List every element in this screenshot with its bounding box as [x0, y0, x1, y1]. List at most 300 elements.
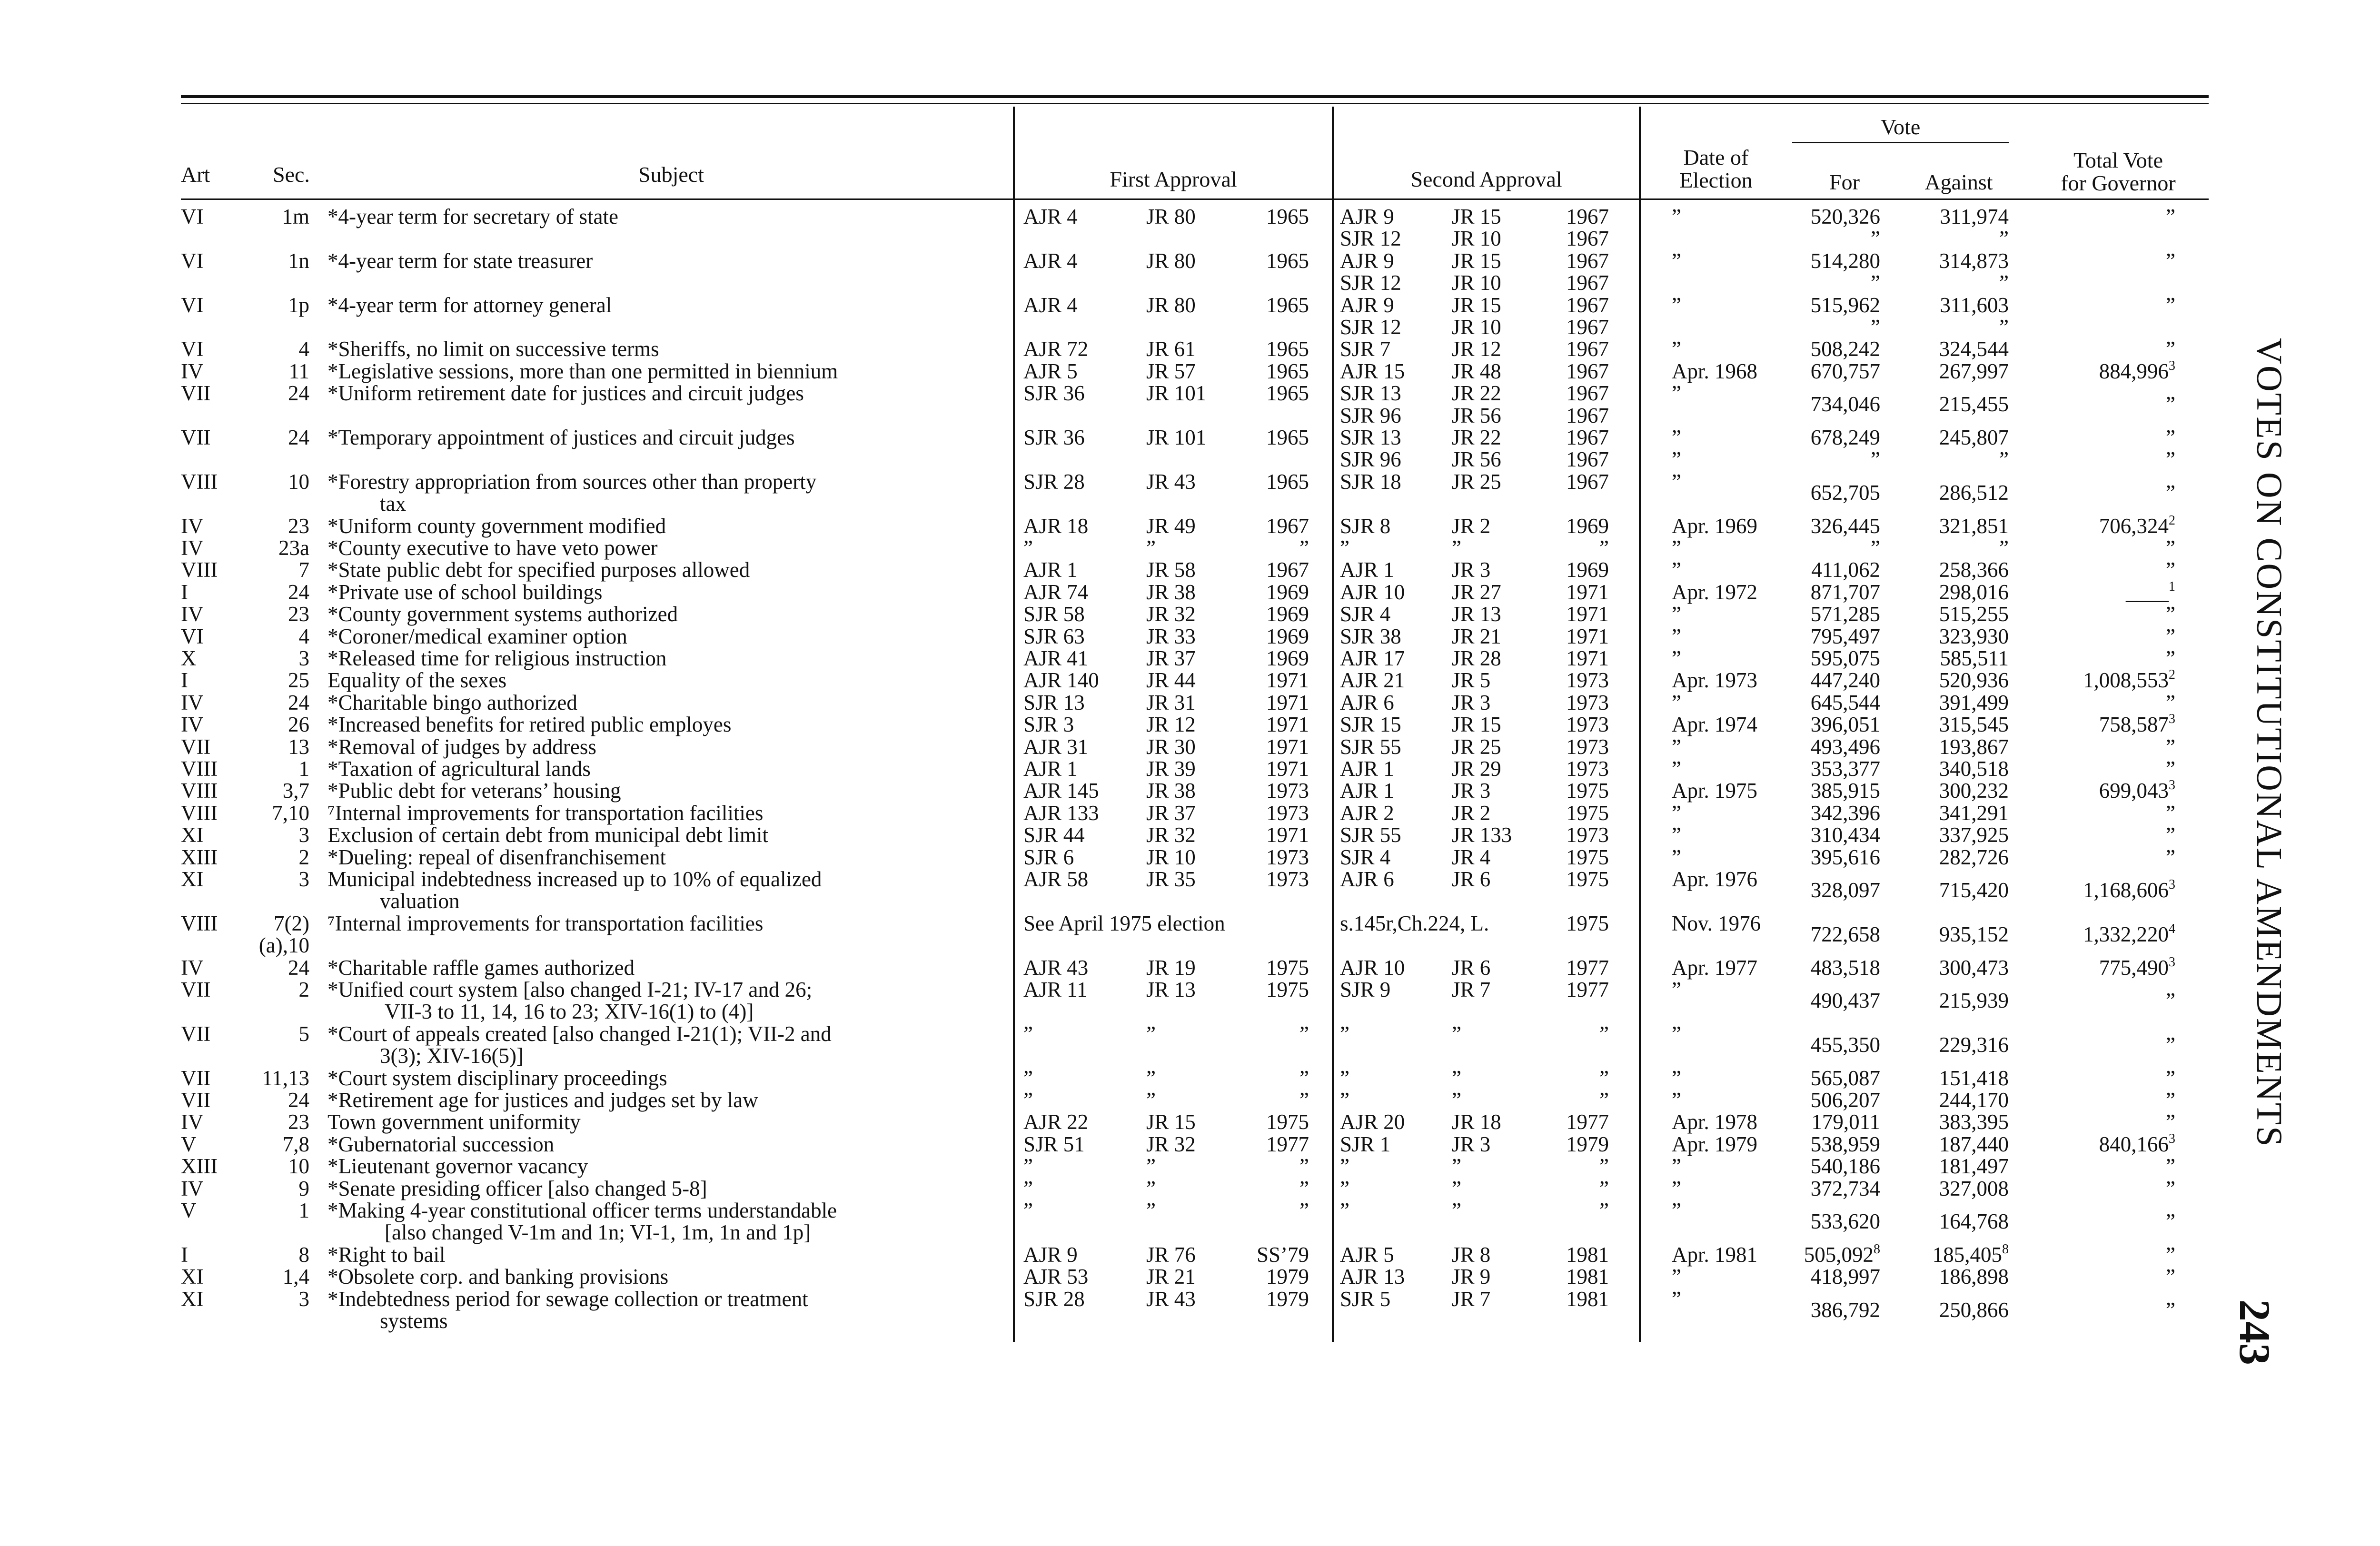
cell-total-vote: 775,490$^3$ [2099, 954, 2175, 980]
cell-subject: ⁷Internal improvements for transportation facilities [327, 911, 764, 935]
cell-second-approval-year: 1967 [1566, 271, 1609, 295]
cell-total-vote: ” [2166, 1209, 2175, 1234]
cell-second-approval-resolution: SJR 7 [1340, 337, 1391, 361]
cell-vote-against: 321,851 [1939, 514, 2009, 538]
cell-first-approval-jr: JR 39 [1146, 757, 1196, 781]
cell-first-approval-resolution: AJR 1 [1023, 558, 1078, 582]
cell-total-vote: ” [2166, 845, 2175, 869]
cell-total-vote: 840,166$^3$ [2099, 1131, 2175, 1156]
cell-second-approval-resolution: AJR 1 [1340, 558, 1394, 582]
cell-second-approval-jr: JR 56 [1452, 403, 1501, 427]
cell-second-approval-resolution: SJR 13 [1340, 426, 1401, 449]
cell-first-approval-jr: JR 19 [1146, 955, 1196, 980]
cell-total-vote: ” [2166, 801, 2175, 825]
cell-total-vote: ” [2166, 558, 2175, 582]
cell-vote-for: 571,285 [1810, 602, 1880, 626]
cell-art: VI [181, 248, 204, 273]
cell-election-date: ” [1672, 558, 1681, 582]
cell-sec: 2 [298, 978, 309, 1001]
cell-vote-against: 323,930 [1939, 624, 2009, 648]
cell-subject: *Charitable raffle games authorized [327, 955, 635, 980]
cell-vote-for: 353,377 [1810, 757, 1880, 781]
cell-second-approval-year: 1973 [1566, 757, 1609, 781]
cell-second-approval-resolution: AJR 10 [1340, 955, 1405, 980]
cell-first-approval-year: 1965 [1266, 205, 1309, 228]
cell-total-vote: 1,008,553$^2$ [2083, 667, 2175, 693]
cell-vote-for: ” [1871, 315, 1880, 339]
cell-election-date: ” [1672, 1066, 1681, 1090]
cell-first-approval-year: 1971 [1266, 668, 1309, 693]
cell-election-date: ” [1672, 801, 1681, 825]
cell-second-approval-year: 1977 [1566, 1110, 1609, 1134]
cell-election-date: ” [1672, 646, 1681, 670]
cell-first-approval-year: 1969 [1266, 602, 1309, 626]
cell-second-approval-jr: JR 10 [1452, 227, 1501, 251]
cell-second-approval-jr: JR 6 [1452, 867, 1491, 891]
cell-vote-against: 151,418 [1939, 1066, 2009, 1090]
cell-total-vote: ” [2166, 757, 2175, 781]
cell-sec: 7,8 [282, 1132, 309, 1156]
cell-subject: *Dueling: repeal of disenfranchisement [327, 845, 666, 869]
cell-subject: *Coroner/medical examiner option [327, 624, 627, 648]
cell-first-approval-year: 1965 [1266, 359, 1309, 383]
cell-art: IV [181, 536, 204, 560]
cell-art: VII [181, 426, 211, 449]
cell-second-approval-jr: ” [1452, 1066, 1461, 1090]
cell-vote-against: 383,395 [1939, 1110, 2009, 1134]
cell-vote-against: ” [1999, 536, 2009, 560]
cell-first-approval-year: ” [1299, 536, 1309, 560]
cell-art: VI [181, 624, 204, 648]
cell-second-approval-year: 1967 [1566, 381, 1609, 406]
cell-total-vote: ” [2166, 426, 2175, 449]
cell-first-approval-jr: JR 32 [1146, 602, 1196, 626]
cell-sec: 23 [288, 602, 309, 626]
cell-total-vote: ” [2166, 1110, 2175, 1134]
cell-election-date: ” [1672, 381, 1681, 406]
cell-election-date: ” [1672, 293, 1681, 317]
cell-sec: 24 [288, 1088, 309, 1112]
cell-vote-against: 244,170 [1939, 1088, 2009, 1112]
cell-first-approval-resolution: SJR 58 [1023, 602, 1085, 626]
cell-first-approval-resolution: AJR 145 [1023, 779, 1099, 803]
cell-election-date: ” [1672, 602, 1681, 626]
cell-vote-for: 385,915 [1810, 779, 1880, 803]
cell-first-approval-jr: JR 38 [1146, 580, 1196, 604]
cell-first-approval-jr: JR 37 [1146, 646, 1196, 670]
cell-first-approval-year: 1967 [1266, 558, 1309, 582]
cell-sec: 1p [288, 293, 309, 317]
cell-second-approval-resolution: SJR 15 [1340, 713, 1401, 737]
cell-subject: *Gubernatorial succession [327, 1132, 555, 1156]
cell-second-approval-resolution: SJR 4 [1340, 602, 1391, 626]
cell-art: VIII [181, 911, 218, 935]
cell-subject: *Retirement age for justices and judges set by law [327, 1088, 758, 1112]
cell-first-approval-resolution: AJR 4 [1023, 248, 1078, 273]
cell-second-approval-resolution: SJR 18 [1340, 469, 1401, 494]
cell-election-date: ” [1672, 1021, 1681, 1046]
cell-sec: 3,7 [282, 779, 309, 803]
cell-second-approval-resolution: AJR 6 [1340, 867, 1394, 891]
cell-first-approval-year: 1965 [1266, 469, 1309, 494]
cell-first-approval-jr: JR 43 [1146, 469, 1196, 494]
cell-second-approval-resolution: AJR 13 [1340, 1265, 1405, 1289]
cell-second-approval-resolution: SJR 96 [1340, 403, 1401, 427]
cell-subject: *Uniform county government modified [327, 514, 666, 538]
header-art: Art [181, 162, 210, 187]
cell-sec: 1,4 [282, 1265, 309, 1289]
cell-second-approval-year: 1977 [1566, 978, 1609, 1001]
cell-vote-against: 187,440 [1939, 1132, 2009, 1156]
cell-art: VII [181, 1021, 211, 1046]
cell-first-approval-year: ” [1299, 1088, 1309, 1112]
cell-second-approval-year: 1971 [1566, 602, 1609, 626]
cell-second-approval-year: 1975 [1566, 911, 1609, 935]
cell-first-approval-year: 1969 [1266, 580, 1309, 604]
cell-subject: Town government uniformity [327, 1110, 581, 1134]
date-divider [1639, 107, 1641, 1342]
cell-second-approval-year: ” [1599, 1088, 1609, 1112]
cell-total-vote: ” [2166, 481, 2175, 505]
top-double-rule [181, 95, 2209, 98]
cell-first-approval-jr: JR 30 [1146, 734, 1196, 759]
cell-subject: *Legislative sessions, more than one permitted in biennium [327, 359, 838, 383]
cell-second-approval-jr: JR 133 [1452, 823, 1512, 847]
cell-second-approval-year: 1967 [1566, 426, 1609, 449]
cell-first-approval-year: 1973 [1266, 779, 1309, 803]
cell-sec: 4 [298, 337, 309, 361]
cell-election-date: Apr. 1977 [1672, 955, 1757, 980]
cell-subject: *Uniform retirement date for justices and circuit judges [327, 381, 804, 406]
header-for: For [1829, 170, 1860, 194]
cell-second-approval-resolution: SJR 38 [1340, 624, 1401, 648]
cell-election-date: Apr. 1981 [1672, 1242, 1757, 1267]
cell-sec: 1 [298, 1199, 309, 1222]
cell-second-approval-jr: JR 3 [1452, 558, 1491, 582]
cell-second-approval-jr: JR 3 [1452, 779, 1491, 803]
cell-second-approval-year: 1971 [1566, 646, 1609, 670]
cell-first-approval-year: 1975 [1266, 955, 1309, 980]
cell-second-approval-jr: JR 25 [1452, 469, 1501, 494]
cell-vote-against: 215,939 [1939, 989, 2009, 1013]
cell-art: VII [181, 1066, 211, 1090]
cell-first-approval-resolution: AJR 11 [1023, 978, 1088, 1001]
cell-total-vote: ” [2166, 1066, 2175, 1090]
cell-subject: valuation [380, 889, 460, 913]
cell-first-approval-resolution: AJR 1 [1023, 757, 1078, 781]
cell-subject: *Removal of judges by address [327, 734, 596, 759]
cell-second-approval-jr: ” [1452, 1199, 1461, 1222]
cell-total-vote: ” [2166, 1088, 2175, 1112]
cell-total-vote: 1,168,606$^3$ [2083, 877, 2175, 902]
cell-sec: 26 [288, 713, 309, 737]
cell-total-vote: ” [2166, 337, 2175, 361]
cell-election-date: Apr. 1968 [1672, 359, 1757, 383]
cell-subject: *Public debt for veterans’ housing [327, 779, 621, 803]
cell-election-date: ” [1672, 1176, 1681, 1200]
cell-first-approval-jr: JR 32 [1146, 823, 1196, 847]
cell-second-approval-year: 1967 [1566, 359, 1609, 383]
cell-second-approval-year: 1967 [1566, 337, 1609, 361]
cell-second-approval-resolution: SJR 55 [1340, 823, 1401, 847]
cell-election-date: ” [1672, 248, 1681, 273]
cell-vote-for: 538,959 [1810, 1132, 1880, 1156]
cell-second-approval-jr: JR 48 [1452, 359, 1501, 383]
cell-subject: *Lieutenant governor vacancy [327, 1154, 588, 1179]
cell-sec: 24 [288, 426, 309, 449]
cell-election-date: Apr. 1973 [1672, 668, 1757, 693]
cell-subject: *Court system disciplinary proceedings [327, 1066, 667, 1090]
cell-subject: *4-year term for attorney general [327, 293, 612, 317]
cell-art: V [181, 1199, 197, 1222]
cell-vote-against: 267,997 [1939, 359, 2009, 383]
cell-second-approval-resolution: AJR 20 [1340, 1110, 1405, 1134]
cell-vote-against: 245,807 [1939, 426, 2009, 449]
cell-first-approval-year: 1971 [1266, 690, 1309, 714]
cell-vote-for: 565,087 [1810, 1066, 1880, 1090]
cell-total-vote: ” [2166, 823, 2175, 847]
cell-second-approval-resolution: ” [1340, 1088, 1349, 1112]
cell-second-approval-jr: JR 6 [1452, 955, 1491, 980]
cell-vote-against: ” [1999, 447, 2009, 472]
cell-second-approval-jr: JR 10 [1452, 271, 1501, 295]
side-title: VOTES ON CONSTITUTIONAL AMENDMENTS [2249, 338, 2289, 1148]
cell-first-approval-year: 1965 [1266, 248, 1309, 273]
cell-vote-against: 324,544 [1939, 337, 2009, 361]
cell-vote-against: 286,512 [1939, 481, 2009, 505]
cell-second-approval-jr: JR 22 [1452, 426, 1501, 449]
cell-second-approval-resolution: AJR 10 [1340, 580, 1405, 604]
cell-election-date: ” [1672, 1088, 1681, 1112]
cell-election-date: ” [1672, 1199, 1681, 1222]
cell-art: VII [181, 381, 211, 406]
cell-first-approval-resolution: AJR 5 [1023, 359, 1078, 383]
cell-election-date: Apr. 1975 [1672, 779, 1757, 803]
cell-vote-against: 311,603 [1940, 293, 2009, 317]
cell-first-approval-jr: JR 49 [1146, 514, 1196, 538]
cell-sec: 7(2) [274, 911, 309, 935]
cell-second-approval-resolution: ” [1340, 1066, 1349, 1090]
cell-second-approval-jr: JR 4 [1452, 845, 1491, 869]
cell-subject: Municipal indebtedness increased up to 10% of equalized [327, 867, 822, 891]
cell-second-approval-jr: ” [1452, 1021, 1461, 1046]
cell-first-approval-resolution: AJR 140 [1023, 668, 1099, 693]
cell-total-vote: ” [2166, 1242, 2175, 1267]
cell-vote-for: 179,011 [1811, 1110, 1880, 1134]
cell-art: IV [181, 514, 204, 538]
cell-vote-against: 311,974 [1940, 205, 2009, 228]
cell-vote-for: 670,757 [1810, 359, 1880, 383]
cell-vote-against: 935,152 [1939, 922, 2009, 946]
cell-art: IV [181, 1176, 204, 1200]
cell-election-date: ” [1672, 845, 1681, 869]
cell-first-approval-jr: JR 33 [1146, 624, 1196, 648]
cell-vote-for: 447,240 [1810, 668, 1880, 693]
cell-second-approval-jr: JR 15 [1452, 248, 1501, 273]
cell-vote-against: 298,016 [1939, 580, 2009, 604]
cell-first-approval-jr: ” [1146, 1088, 1156, 1112]
cell-first-approval-jr: JR 37 [1146, 801, 1196, 825]
cell-subject: *County government systems authorized [327, 602, 678, 626]
cell-subject: *County executive to have veto power [327, 536, 658, 560]
cell-subject: *Right to bail [327, 1242, 446, 1267]
cell-second-approval-year: 1975 [1566, 801, 1609, 825]
header-against: Against [1924, 170, 1993, 194]
cell-second-approval-jr: JR 7 [1452, 978, 1491, 1001]
header-total-vote-2: for Governor [2061, 171, 2176, 195]
cell-second-approval-jr: JR 3 [1452, 690, 1491, 714]
cell-first-approval-resolution: AJR 53 [1023, 1265, 1089, 1289]
cell-second-approval-resolution: SJR 9 [1340, 978, 1391, 1001]
cell-first-approval-resolution: AJR 18 [1023, 514, 1089, 538]
cell-second-approval-resolution: ” [1340, 1154, 1349, 1179]
cell-sec: 4 [298, 624, 309, 648]
cell-second-approval-year: 1973 [1566, 690, 1609, 714]
cell-first-approval-jr: ” [1146, 1176, 1156, 1200]
cell-first-approval-year: 1969 [1266, 646, 1309, 670]
cell-second-approval-resolution: AJR 6 [1340, 690, 1394, 714]
cell-second-approval-jr: JR 22 [1452, 381, 1501, 406]
cell-election-date: ” [1672, 337, 1681, 361]
cell-vote-against: 300,473 [1939, 955, 2009, 980]
cell-vote-against: 164,768 [1939, 1209, 2009, 1234]
cell-election-date: ” [1672, 426, 1681, 449]
cell-second-approval-year: 1979 [1566, 1132, 1609, 1156]
cell-second-approval-year: ” [1599, 536, 1609, 560]
cell-sec: 7 [298, 558, 309, 582]
cell-vote-against: 515,255 [1939, 602, 2009, 626]
cell-second-approval-jr: JR 56 [1452, 447, 1501, 472]
cell-sec: 3 [298, 1287, 309, 1311]
cell-second-approval-year: 1971 [1566, 580, 1609, 604]
cell-first-approval-resolution: ” [1023, 1088, 1033, 1112]
cell-art: VII [181, 734, 211, 759]
cell-election-date: Apr. 1969 [1672, 514, 1757, 538]
cell-total-vote: 884,996$^3$ [2099, 358, 2175, 383]
cell-election-date: ” [1672, 734, 1681, 759]
cell-election-date: ” [1672, 823, 1681, 847]
cell-total-vote: ” [2166, 989, 2175, 1013]
cell-second-approval-jr: JR 12 [1452, 337, 1501, 361]
cell-first-approval-resolution: SJR 36 [1023, 426, 1085, 449]
cell-total-vote: ” [2166, 293, 2175, 317]
cell-subject: *Temporary appointment of justices and circuit judges [327, 426, 795, 449]
cell-vote-for: 506,207 [1810, 1088, 1880, 1112]
cell-vote-for: 595,075 [1810, 646, 1880, 670]
cell-second-approval-resolution: SJR 12 [1340, 271, 1401, 295]
cell-sec: 25 [288, 668, 309, 693]
cell-art: IV [181, 713, 204, 737]
cell-art: XIII [181, 845, 218, 869]
cell-vote-for: 386,792 [1810, 1298, 1880, 1322]
cell-first-approval-resolution: AJR 9 [1023, 1242, 1078, 1267]
cell-second-approval-year: ” [1599, 1176, 1609, 1200]
cell-sec: 10 [288, 469, 309, 494]
cell-first-approval-resolution: SJR 36 [1023, 381, 1085, 406]
cell-subject: *Unified court system [also changed I-21; IV-17 and 26; [327, 978, 813, 1001]
header-sec: Sec. [273, 162, 310, 187]
cell-first-approval-year: 1973 [1266, 867, 1309, 891]
cell-second-approval-year: ” [1599, 1066, 1609, 1090]
page-number: 243 [2231, 1299, 2279, 1365]
cell-first-approval-jr: JR 80 [1146, 205, 1196, 228]
cell-second-approval-year: 1971 [1566, 624, 1609, 648]
cell-vote-for: 490,437 [1810, 989, 1880, 1013]
cell-subject: *Indebtedness period for sewage collection or treatment [327, 1287, 808, 1311]
cell-first-approval-jr: ” [1146, 536, 1156, 560]
cell-total-vote: 1,332,220$^4$ [2083, 922, 2175, 946]
cell-first-approval-jr: JR 15 [1146, 1110, 1196, 1134]
cell-vote-for: 418,997 [1810, 1265, 1880, 1289]
cell-vote-for: 310,434 [1810, 823, 1880, 847]
cell-second-approval-jr: ” [1452, 1088, 1461, 1112]
cell-election-date: Nov. 1976 [1672, 911, 1761, 935]
cell-vote-for: 493,496 [1810, 734, 1880, 759]
cell-second-approval-jr: JR 8 [1452, 1242, 1491, 1267]
cell-second-approval-jr: JR 9 [1452, 1265, 1491, 1289]
cell-second-approval-year: 1981 [1566, 1265, 1609, 1289]
cell-total-vote: ” [2166, 690, 2175, 714]
cell-second-approval-year: 1967 [1566, 205, 1609, 228]
cell-art: IV [181, 690, 204, 714]
cell-first-approval-resolution: ” [1023, 1176, 1033, 1200]
cell-vote-against: ” [1999, 227, 2009, 251]
cell-second-approval-resolution: AJR 9 [1340, 293, 1394, 317]
cell-vote-for: 652,705 [1810, 481, 1880, 505]
cell-second-approval-resolution: SJR 4 [1340, 845, 1391, 869]
cell-second-approval-resolution: SJR 96 [1340, 447, 1401, 472]
cell-vote-against: 258,366 [1939, 558, 2009, 582]
cell-second-approval-jr: ” [1452, 1154, 1461, 1179]
cell-subject: *Senate presiding officer [also changed 5-8] [327, 1176, 707, 1200]
cell-subject: *Increased benefits for retired public employes [327, 713, 732, 737]
cell-first-approval-jr: JR 10 [1146, 845, 1196, 869]
cell-sec: 1 [298, 757, 309, 781]
cell-vote-against: 391,499 [1939, 690, 2009, 714]
cell-first-approval-resolution: SJR 6 [1023, 845, 1074, 869]
cell-election-date: ” [1672, 1287, 1681, 1311]
cell-second-approval-resolution: SJR 55 [1340, 734, 1401, 759]
cell-first-approval-year: 1975 [1266, 978, 1309, 1001]
cell-first-approval-jr: JR 57 [1146, 359, 1196, 383]
cell-sec: 3 [298, 646, 309, 670]
top-double-rule-inner [181, 103, 2209, 104]
cell-subject: [also changed V-1m and 1n; VI-1, 1m, 1n and 1p] [385, 1220, 811, 1245]
cell-first-approval-year: 1971 [1266, 823, 1309, 847]
cell-first-approval-year: 1979 [1266, 1287, 1309, 1311]
cell-art: IV [181, 955, 204, 980]
cell-vote-for: 411,062 [1811, 558, 1880, 582]
cell-art: VI [181, 205, 204, 228]
cell-second-approval-resolution: ” [1340, 1199, 1349, 1222]
cell-vote-against: 340,518 [1939, 757, 2009, 781]
cell-sec: 24 [288, 381, 309, 406]
cell-vote-against: 315,545 [1939, 713, 2009, 737]
cell-vote-against: 186,898 [1939, 1265, 2009, 1289]
cell-second-approval-year: 1975 [1566, 867, 1609, 891]
cell-art: VIII [181, 469, 218, 494]
cell-second-approval-year: 1967 [1566, 403, 1609, 427]
cell-vote-for: 514,280 [1810, 248, 1880, 273]
cell-vote-for: 722,658 [1810, 922, 1880, 946]
cell-first-approval-resolution: ” [1023, 1021, 1033, 1046]
cell-first-approval-year: 1967 [1266, 514, 1309, 538]
cell-art: XI [181, 1287, 204, 1311]
cell-sec: 1n [288, 248, 309, 273]
vote-header-rule [1792, 142, 2009, 143]
cell-election-date: ” [1672, 536, 1681, 560]
cell-sec: 5 [298, 1021, 309, 1046]
